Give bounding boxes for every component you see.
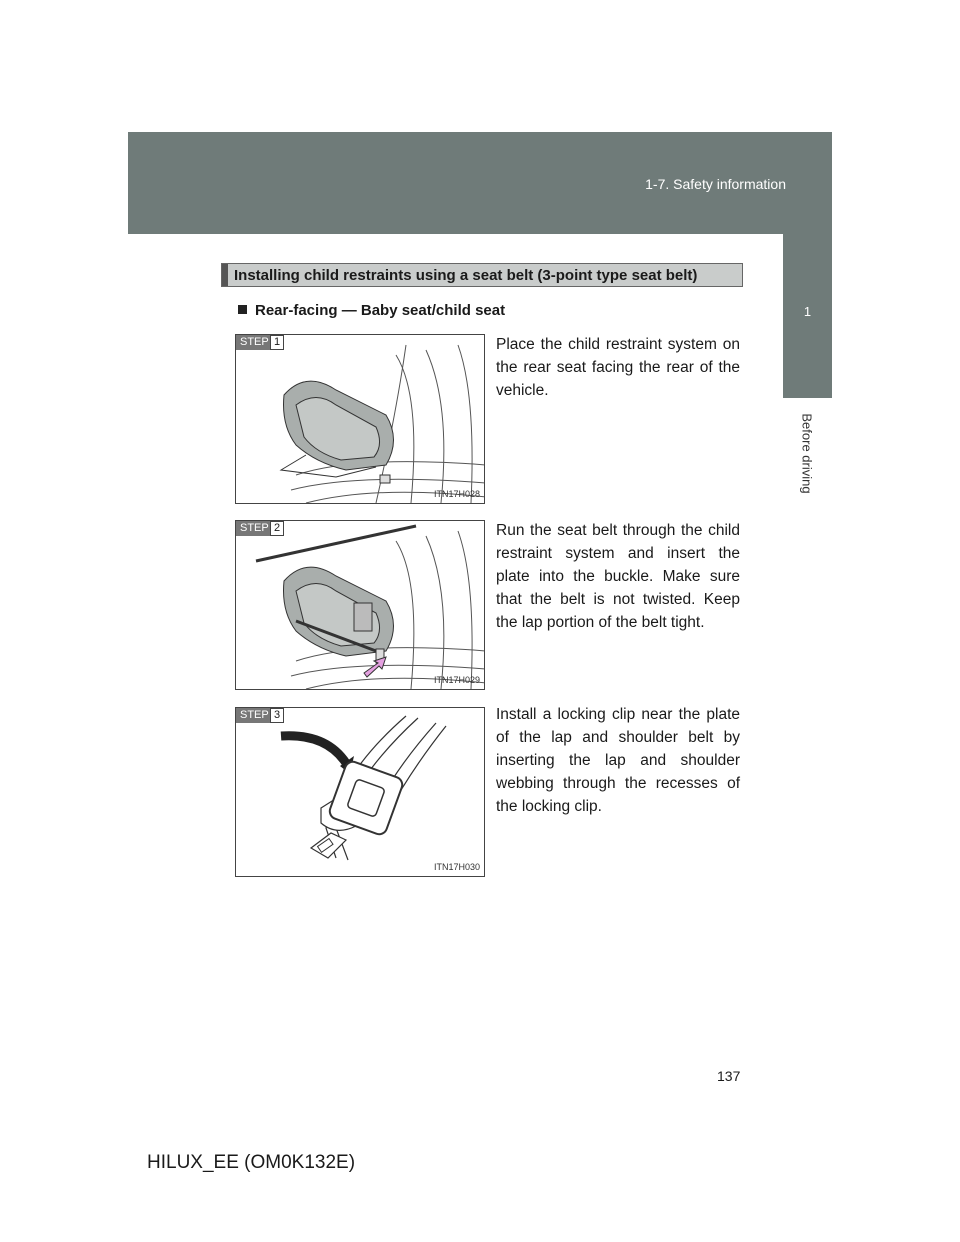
- figure-code: ITN17H029: [433, 675, 480, 685]
- step-number: 1: [270, 335, 284, 350]
- step-3-text: Install a locking clip near the plate of the lap and shoulder belt by inserting the lap and shoulder webbing through the recesses of the locking clip.: [496, 706, 740, 815]
- step-3-figure: [235, 707, 485, 877]
- step-2-text: Run the seat belt through the child restraint system and insert the plate into the buckle. Make sure that the belt is not twisted. Keep the lap portion of the belt tight.: [496, 522, 740, 631]
- section-heading: [221, 263, 743, 287]
- step-badge: STEP: [236, 708, 273, 723]
- chapter-number: 1: [803, 304, 812, 319]
- child-seat-on-rear-seat-illustration: [236, 335, 485, 504]
- square-bullet-icon: [238, 305, 247, 314]
- step-2-figure: [235, 520, 485, 690]
- step-badge: STEP: [236, 521, 273, 536]
- heading-accent: [222, 264, 228, 286]
- step-badge: STEP: [236, 335, 273, 350]
- locking-clip-illustration: [236, 708, 485, 877]
- figure-code: ITN17H028: [433, 489, 480, 499]
- step-1-text: Place the child restraint system on the rear seat facing the rear of the vehicle.: [496, 336, 740, 399]
- step-1-figure: [235, 334, 485, 504]
- page-number: 137: [717, 1068, 741, 1084]
- subheading-text: Rear-facing — Baby seat/child seat: [255, 302, 506, 319]
- header-band: [128, 132, 832, 234]
- chapter-tab: [783, 234, 832, 398]
- step-number: 3: [270, 708, 284, 723]
- belt-through-child-seat-illustration: [236, 521, 485, 690]
- section-title: 1-7. Safety information: [645, 176, 786, 192]
- chapter-label: Before driving: [799, 413, 815, 494]
- step-number: 2: [270, 521, 284, 536]
- section-heading-text: Installing child restraints using a seat belt (3-point type seat belt): [234, 267, 698, 284]
- manual-code: HILUX_EE (OM0K132E): [147, 1152, 356, 1173]
- figure-code: ITN17H030: [433, 862, 480, 872]
- subheading: [238, 302, 505, 319]
